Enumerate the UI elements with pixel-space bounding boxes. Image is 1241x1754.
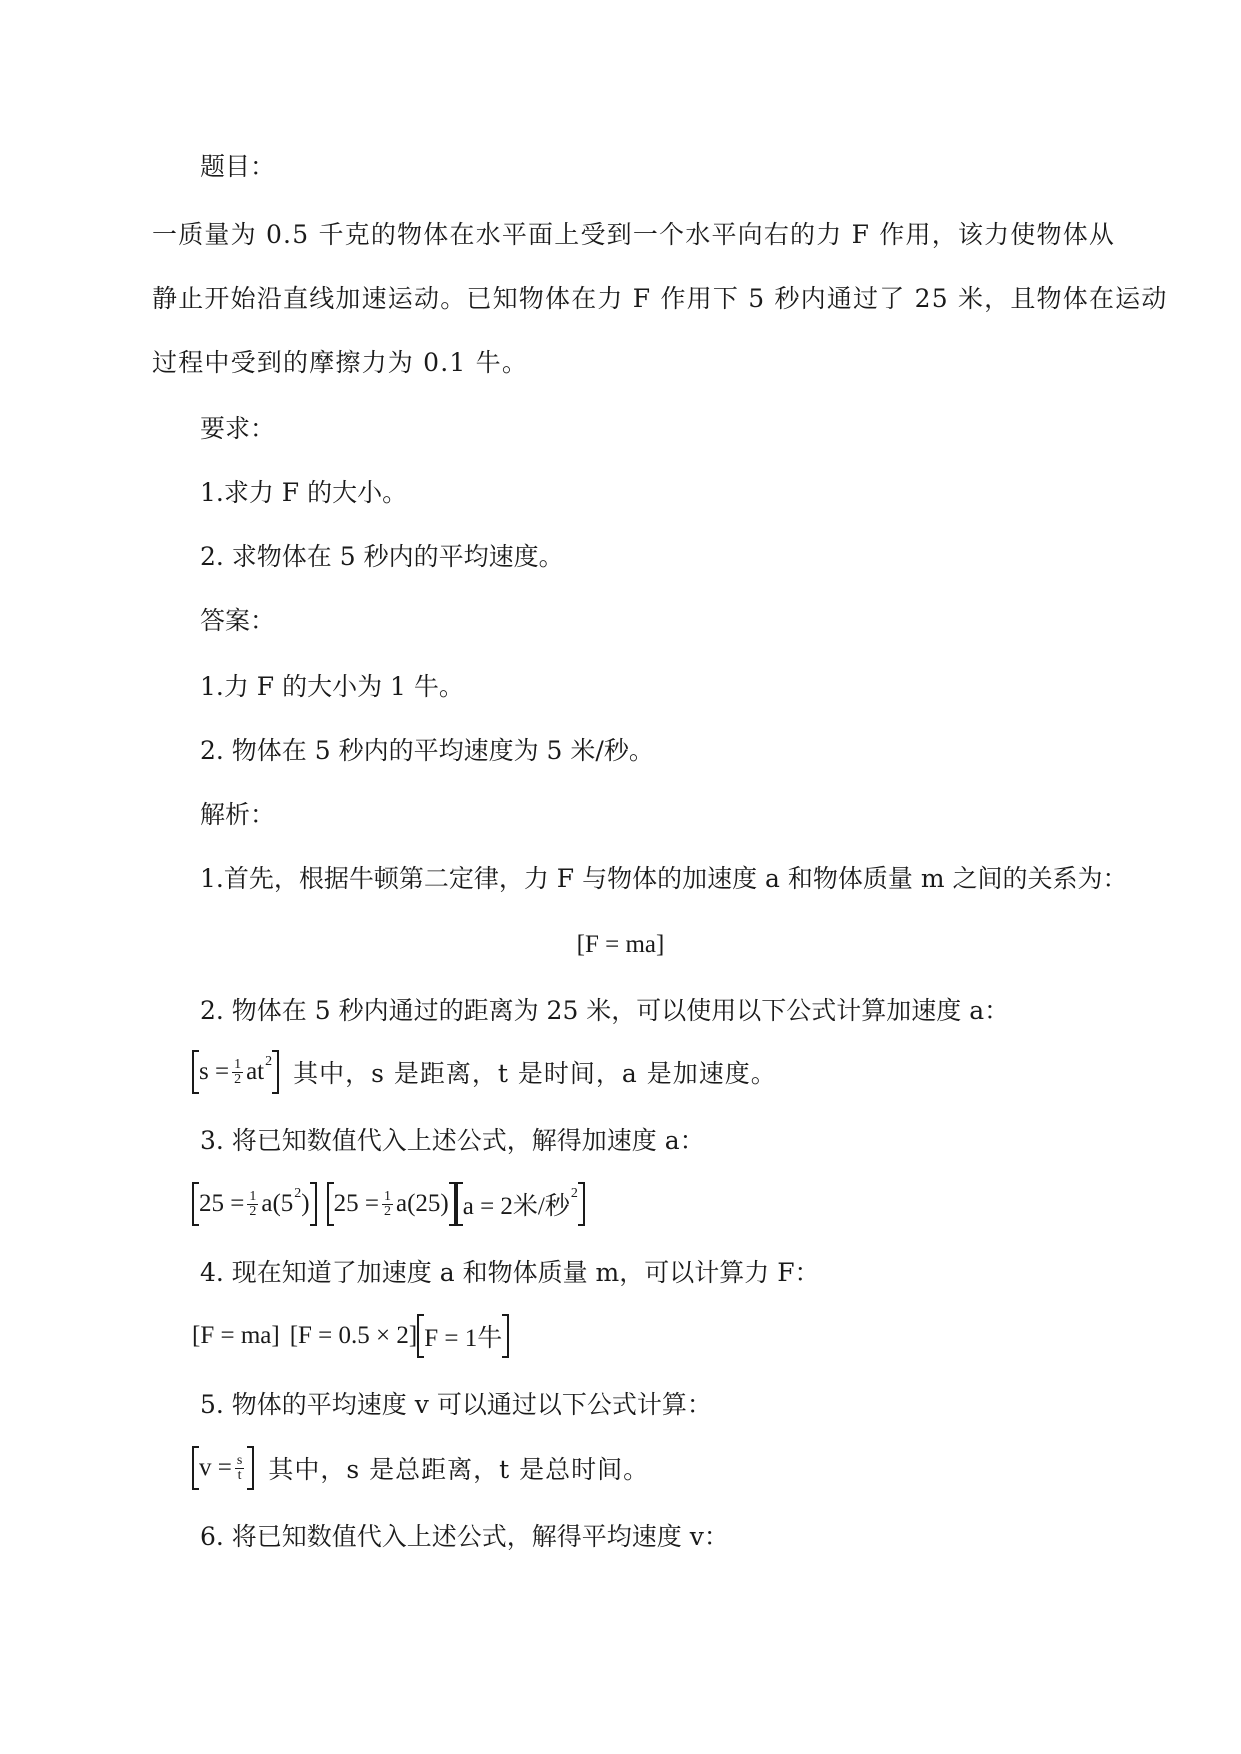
fraction-denominator: 2 (249, 1203, 257, 1219)
fraction (247, 1190, 258, 1219)
answer-1: 1.力 F 的大小为 1 牛。 (200, 672, 464, 701)
formula-f-ma: [F = ma] (576, 931, 665, 958)
formula-part: F = 1牛 (424, 1325, 503, 1352)
problem-line-2: 静止开始沿直线加速运动。已知物体在力 F 作用下 5 秒内通过了 25 米，且物体在运动 (152, 284, 1168, 313)
analysis-step-5: 5. 物体的平均速度 v 可以通过以下公式计算： (200, 1390, 712, 1419)
exponent: 2 (294, 1186, 302, 1201)
requirement-1: 1.求力 F 的大小。 (200, 478, 408, 507)
heading-requirements: 要求： (200, 414, 276, 443)
formula-note: 其中，s 是总距离，t 是总时间。 (268, 1455, 650, 1484)
formula-note: 其中，s 是距离，t 是时间，a 是加速度。 (293, 1059, 777, 1088)
answer-2: 2. 物体在 5 秒内的平均速度为 5 米/秒。 (200, 736, 654, 765)
exponent: 2 (265, 1054, 273, 1069)
exponent: 2 (570, 1186, 578, 1201)
analysis-step-4: 4. 现在知道了加速度 a 和物体质量 m，可以计算力 F： (200, 1258, 820, 1287)
fraction (232, 1058, 243, 1087)
formula-rhs: at (246, 1058, 265, 1085)
formula-lhs: s = (199, 1058, 230, 1085)
bracket-right (247, 1446, 254, 1490)
formula-part: a(25) (395, 1190, 449, 1217)
analysis-step-6: 6. 将已知数值代入上述公式，解得平均速度 v： (200, 1522, 729, 1551)
bracket-left (192, 1182, 199, 1226)
heading-analysis: 解析： (200, 800, 276, 829)
bracket-right (310, 1182, 317, 1226)
formula-part: [F = ma] (192, 1322, 280, 1349)
problem-line-3: 过程中受到的摩擦力为 0.1 牛。 (152, 348, 529, 377)
bracket-left (327, 1182, 334, 1226)
formula-displacement (192, 1050, 777, 1094)
bracket-left (417, 1314, 424, 1358)
bracket-right (272, 1050, 279, 1094)
formula-velocity (192, 1446, 649, 1490)
fraction (382, 1190, 393, 1219)
formula-part: a = 2米/秒 (462, 1193, 570, 1220)
analysis-step-1: 1.首先，根据牛顿第二定律，力 F 与物体的加速度 a 和物体质量 m 之间的关系为： (200, 864, 1128, 893)
formula-force (192, 1314, 509, 1358)
formula-part: ) (301, 1190, 310, 1217)
heading-answer: 答案： (200, 606, 276, 635)
formula-part: 25 = (333, 1190, 379, 1217)
formula-part: 25 = (199, 1190, 245, 1217)
requirement-2: 2. 求物体在 5 秒内的平均速度。 (200, 542, 564, 571)
heading-problem: 题目： (200, 152, 276, 181)
analysis-step-2: 2. 物体在 5 秒内通过的距离为 25 米，可以使用以下公式计算加速度 a： (200, 996, 1010, 1025)
bracket-right (502, 1314, 509, 1358)
fraction-numerator: 1 (234, 1056, 242, 1072)
fraction (235, 1454, 244, 1483)
fraction-denominator: 2 (383, 1203, 391, 1219)
fraction-numerator: 1 (383, 1188, 391, 1204)
formula-part: a(5 (261, 1190, 294, 1217)
fraction-denominator: 2 (234, 1071, 242, 1087)
formula-lhs: v = (199, 1454, 232, 1481)
bracket-left (456, 1182, 463, 1226)
analysis-step-3: 3. 将已知数值代入上述公式，解得加速度 a： (200, 1126, 705, 1155)
bracket-left (192, 1446, 199, 1490)
bracket-right (578, 1182, 585, 1226)
bracket-left (192, 1050, 199, 1094)
bracket-right (449, 1182, 456, 1226)
problem-line-1: 一质量为 0.5 千克的物体在水平面上受到一个水平向右的力 F 作用，该力使物体从 (152, 220, 1116, 249)
fraction-denominator: t (237, 1467, 242, 1483)
formula-part: [F = 0.5 × 2] (289, 1322, 418, 1349)
formula-acceleration (192, 1182, 585, 1226)
fraction-numerator: s (236, 1452, 243, 1468)
fraction-numerator: 1 (249, 1188, 257, 1204)
